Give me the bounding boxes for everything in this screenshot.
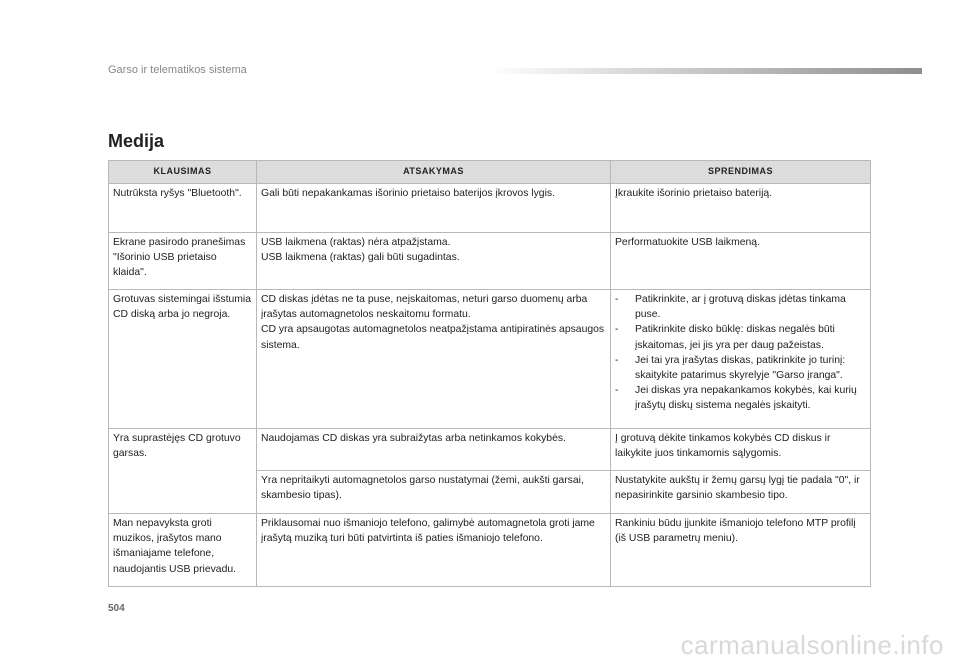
table-row — [109, 233, 871, 290]
table-row — [109, 184, 871, 233]
question-cell: Nutrūksta ryšys "Bluetooth". — [109, 184, 257, 233]
header-gradient-bar — [488, 68, 922, 74]
watermark-logo: carmanualsonline.info — [680, 630, 944, 660]
answer-line: USB laikmena (raktas) nėra atpažįstama. — [261, 237, 451, 248]
answer-cell: Gali būti nepakankamas išorinio prietaiso baterijos įkrovos lygis. — [257, 184, 611, 233]
page-number: 504 — [108, 603, 125, 614]
table-row — [109, 290, 871, 429]
solution-cell: Rankiniu būdu įjunkite išmaniojo telefono MTP profilį (iš USB parametrų meniu). — [611, 514, 871, 587]
solution-cell: Performatuokite USB laikmeną. — [611, 233, 871, 290]
troubleshooting-table — [108, 160, 871, 587]
answer-cell: Naudojamas CD diskas yra subraižytas arba netinkamos kokybės. — [257, 429, 611, 471]
solution-list-item: - Jei tai yra įrašytas diskas, patikrinkite jo turinį: skaitykite patarimus skyrelyje "Garso įranga". — [615, 353, 867, 383]
question-cell: Grotuvas sistemingai išstumia CD diską arba jo negroja. — [109, 290, 257, 429]
solution-cell: Nustatykite aukštų ir žemų garsų lygį tie padala "0", ir nepasirinkite garsinio skambesio tipo. — [611, 471, 871, 514]
table-row — [109, 429, 871, 471]
answer-cell — [257, 290, 611, 429]
table-row — [109, 514, 871, 587]
solution-list — [615, 292, 867, 414]
answer-line: USB laikmena (raktas) gali būti sugadintas. — [261, 252, 460, 264]
answer-cell — [257, 233, 611, 290]
solution-cell — [611, 290, 871, 429]
solution-cell: Įkraukite išorinio prietaiso bateriją. — [611, 184, 871, 233]
table-header-row — [109, 161, 871, 184]
section-title: Medija — [108, 131, 165, 151]
column-header-question: KLAUSIMAS — [109, 161, 257, 184]
question-cell: Ekrane pasirodo pranešimas "Išorinio USB prietaiso klaida". — [109, 233, 257, 290]
question-cell: Man nepavyksta groti muzikos, įrašytos mano išmaniajame telefone, naudojantis USB prievadu. — [109, 514, 257, 587]
question-cell: Yra suprastėjęs CD grotuvo garsas. — [109, 429, 257, 514]
answer-cell: Priklausomai nuo išmaniojo telefono, galimybė automagnetola groti jame įrašytą muziką turi būti patvirtinta iš paties išmaniojo telefono. — [257, 514, 611, 587]
answer-cell: Yra nepritaikyti automagnetolos garso nustatymai (žemi, aukšti garsai, skambesio tipas). — [257, 471, 611, 514]
answer-line: CD yra apsaugotas automagnetolos neatpažįstama antipiratinės apsaugos sistema. — [261, 324, 605, 351]
column-header-solution: SPRENDIMAS — [611, 161, 871, 184]
solution-list-item: - Patikrinkite, ar į grotuvą diskas įdėtas tinkama puse. — [615, 292, 867, 322]
solution-list-item: - Jei diskas yra nepakankamos kokybės, kai kurių įrašytų diskų sistema negalės įskaityti. — [615, 383, 867, 413]
solution-cell: Į grotuvą dėkite tinkamos kokybės CD diskus ir laikykite juos tinkamomis sąlygomis. — [611, 429, 871, 471]
answer-line: CD diskas įdėtas ne ta puse, neįskaitomas, neturi garso duomenų arba įrašytas automagnetolos neskaitomu formatu. — [261, 294, 588, 321]
column-header-answer: ATSAKYMAS — [257, 161, 611, 184]
running-header: Garso ir telematikos sistema — [108, 64, 247, 76]
solution-list-item: - Patikrinkite disko būklę: diskas negalės būti įskaitomas, jei jis yra per daug pažeistas. — [615, 322, 867, 352]
